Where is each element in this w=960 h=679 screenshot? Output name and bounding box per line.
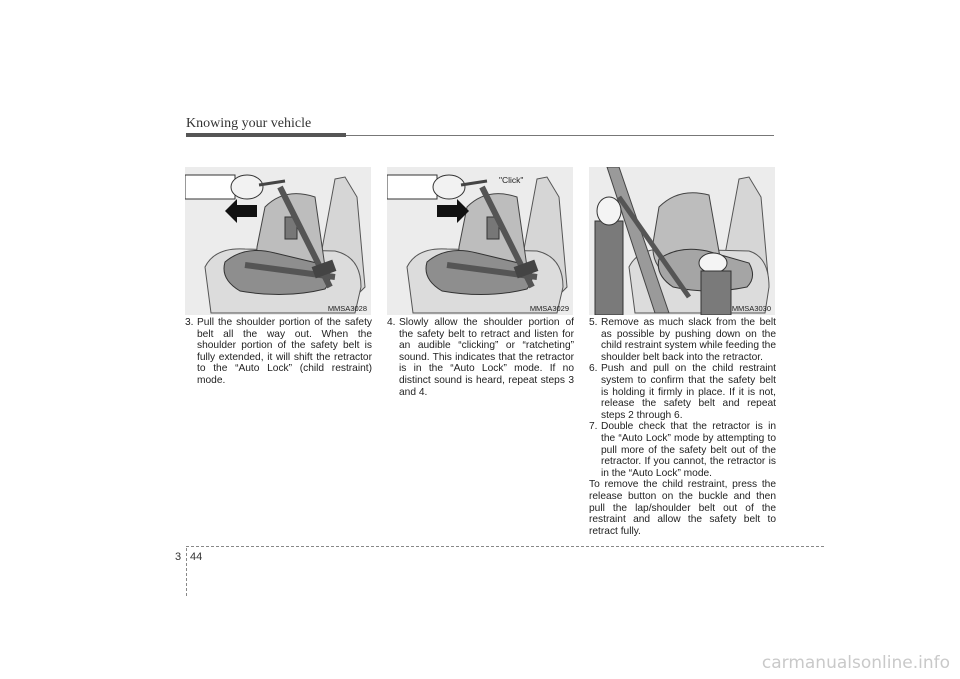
footer-rule xyxy=(186,546,824,547)
watermark: carmanualsonline.info xyxy=(761,653,950,673)
figure-retract-belt xyxy=(387,167,573,315)
figure-pull-belt xyxy=(185,167,371,315)
arrow-left-icon xyxy=(225,199,257,223)
figure-code: MMSA3029 xyxy=(529,304,569,313)
child-seat-illustration xyxy=(185,167,371,315)
column-3-text xyxy=(589,317,776,537)
child-seat-illustration xyxy=(589,167,775,315)
header-rule xyxy=(346,135,774,136)
footer-vertical-rule xyxy=(186,548,187,596)
step-3: 3. Pull the shoulder portion of the safety belt all the way out. When the shoulder portion of the safety belt is fully extended, it will shift the retractor to the “Auto Lock” (child restraint) mode. xyxy=(185,317,372,386)
chapter-number: 3 xyxy=(175,551,182,563)
step-6: 6. Push and pull on the child restraint system to confirm that the safety belt is holding it firmly in place. If it is not, release the safety belt and repeat steps 2 through 6. xyxy=(589,363,776,421)
figure-remove-slack xyxy=(589,167,775,315)
column-2-text xyxy=(387,317,574,398)
step-4: 4. Slowly allow the shoulder portion of the safety belt to retract and listen for an audible “clicking” or “ratcheting” sound. This indicates that the retractor is in the “Auto Lock” mode. If no distinct sound is heard, repeat steps 3 and 4. xyxy=(387,317,574,398)
click-callout: "Click" xyxy=(499,175,524,185)
step-7: 7. Double check that the retractor is in the “Auto Lock” mode by attempting to pull more of the safety belt out of the retractor. If you cannot, the retractor is in the “Auto Lock” mode. xyxy=(589,421,776,479)
header-rule-accent xyxy=(186,133,346,137)
child-seat-illustration xyxy=(387,167,573,315)
closing-paragraph: To remove the child restraint, press the release button on the buckle and then pull the lap/shoulder belt out of the restraint and allow the safety belt to retract fully. xyxy=(589,479,776,537)
column-1-text xyxy=(185,317,372,387)
figure-code: MMSA3030 xyxy=(731,304,771,313)
section-title: Knowing your vehicle xyxy=(186,116,312,131)
figure-code: MMSA3028 xyxy=(327,304,367,313)
page-number: 44 xyxy=(190,551,203,563)
step-5: 5. Remove as much slack from the belt as possible by pushing down on the child restraint system while feeding the shoulder belt back into the retractor. xyxy=(589,317,776,363)
